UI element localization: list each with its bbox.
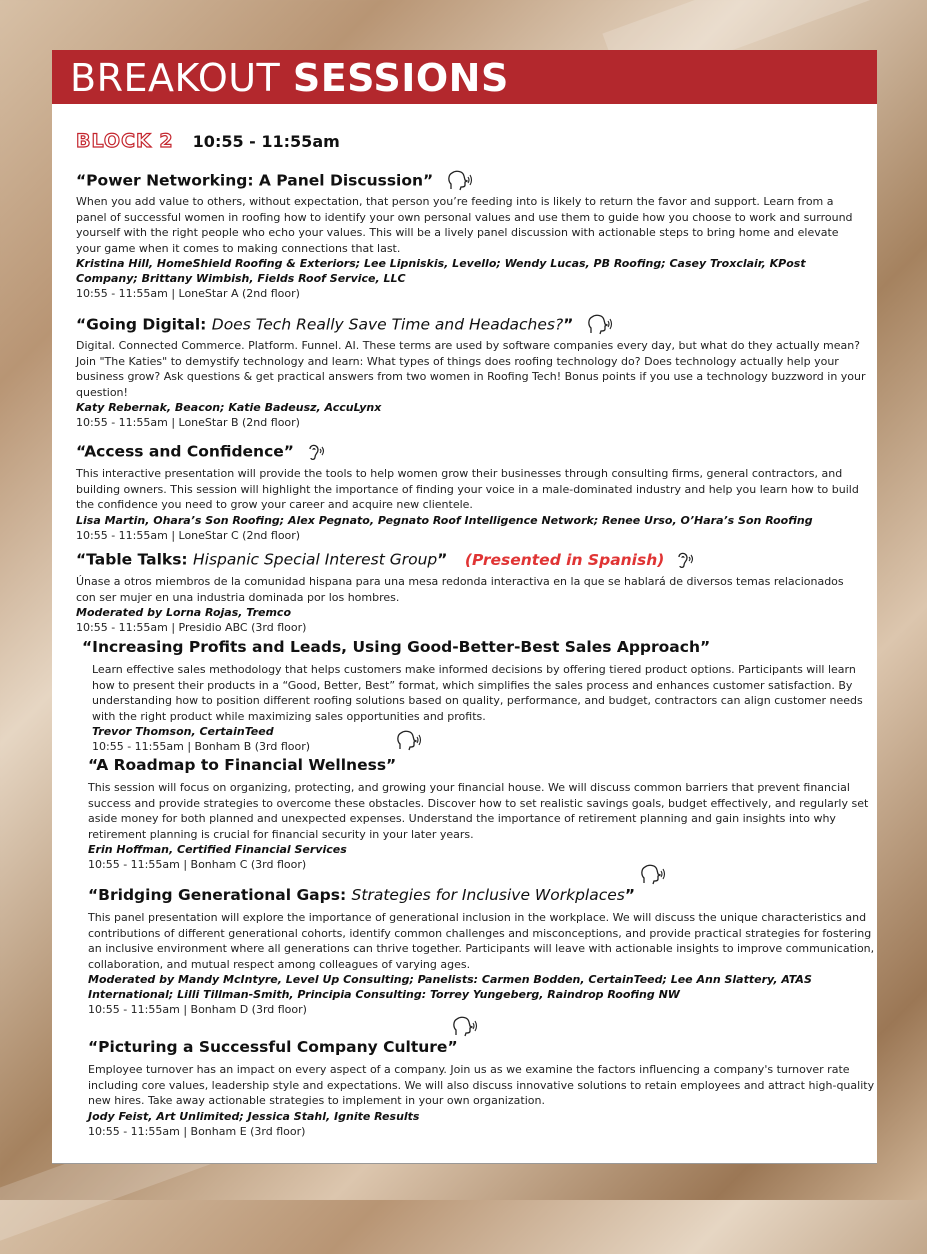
session-time-location: 10:55 - 11:55am | Bonham C (3rd floor) (88, 858, 307, 872)
block-heading (76, 130, 340, 152)
session-generational-gaps (88, 886, 878, 1017)
session-going-digital (76, 314, 866, 430)
session-presenters: Moderated by Lorna Rojas, Tremco (76, 606, 292, 620)
speaking-head-icon (587, 314, 613, 336)
session-presenters: Katy Rebernak, Beacon; Katie Badeusz, AccuLynx (76, 401, 382, 415)
session-time-location: 10:55 - 11:55am | LoneStar B (2nd floor) (76, 416, 300, 430)
session-presenters: Trevor Thomson, CertainTeed (92, 725, 274, 739)
session-time-location: 10:55 - 11:55am | LoneStar C (2nd floor) (76, 528, 301, 542)
session-access-confidence (76, 442, 866, 543)
session-title: “Going Digital: Does Tech Really Save Time and Headaches?” (76, 314, 866, 336)
speaking-head-icon (447, 170, 473, 192)
spanish-note: (Presented in Spanish) (464, 550, 665, 569)
session-title: “Access and Confidence” (76, 442, 866, 464)
session-title: “Increasing Profits and Leads, Using Good-Better-Best Sales Approach” (82, 638, 711, 656)
speaking-head-icon (640, 864, 666, 886)
session-title: “A Roadmap to Financial Wellness” (88, 756, 878, 778)
session-description: This panel presentation will explore the importance of generational inclusion in the workplace. We will discuss the unique characteristics and contributions of different generational cohorts, identify common challenges and misconceptions, and provide practical strategies for fostering an inclusive environment where all generations can thrive together. Participants will leave with actionable insights to improve communication, collaboration, and mutual respect among colleagues of varying ages. (88, 911, 875, 971)
page-title: BREAKOUT SESSIONS (70, 56, 509, 100)
session-presenters: Kristina Hill, HomeShield Roofing & Exteriors; Lee Lipniskis, Levello; Wendy Lucas, PB Roofing; Casey Troxclair, KPost Company; Brittany Wimbish, Fields Roof Service, LLC (76, 257, 806, 286)
footer-divider (52, 1163, 877, 1164)
session-time-location: 10:55 - 11:55am | LoneStar A (2nd floor) (76, 287, 300, 301)
session-increasing-profits (82, 638, 872, 754)
session-time-location: 10:55 - 11:55am | Bonham D (3rd floor) (88, 1003, 307, 1017)
session-presenters: Erin Hoffman, Certified Financial Services (88, 843, 347, 857)
session-description: Únase a otros miembros de la comunidad hispana para una mesa redonda interactiva en la que se hablará de diversos temas relacionados con ser mujer en una industria dominada por los hombres. (76, 575, 844, 604)
session-description: This interactive presentation will provide the tools to help women grow their businesses through consulting firms, general contractors, and building owners. This session will highlight the importance of finding your voice in a male-dominated industry and help you learn how to build the confidence you need to grow your career and acquire new clientele. (76, 467, 859, 512)
session-title: “Bridging Generational Gaps: Strategies for Inclusive Workplaces” (88, 886, 878, 908)
speaking-head-icon (452, 1016, 478, 1038)
session-description: This session will focus on organizing, protecting, and growing your financial house. We will discuss common barriers that prevent financial success and provide strategies to overcome these obstacles. Discover how to set realistic savings goals, budget effectively, and regularly set aside money for both planned and unexpected expenses. Understand the importance of retirement planning and gain insights into why retirement planning is crucial for financial security in your later years. (88, 781, 869, 841)
session-presenters: Jody Feist, Art Unlimited; Jessica Stahl, Ignite Results (88, 1109, 420, 1123)
block-label: BLOCK 2 (76, 130, 174, 152)
session-time-location: 10:55 - 11:55am | Bonham E (3rd floor) (88, 1124, 306, 1138)
session-presenters: Lisa Martin, Ohara’s Son Roofing; Alex Pegnato, Pegnato Roof Intelligence Network; Renee Urso, O’Hara’s Son Roofing (76, 513, 813, 527)
session-power-networking (76, 170, 866, 301)
session-title: “Power Networking: A Panel Discussion” (76, 170, 866, 192)
session-description: Digital. Connected Commerce. Platform. Funnel. AI. These terms are used by software companies every day, but what do they actually mean? Join "The Katies" to demystify technology and learn: What types of things does roofing technology do? Does technology actually help your business grow? Ask questions & get practical answers from two women in Roofing Tech! Bonus points if you use a technology buzzword in your question! (76, 339, 866, 399)
ear-icon (305, 442, 327, 462)
session-description: When you add value to others, without expectation, that person you’re feeding into is likely to return the favor and support. Learn from a panel of successful women in roofing how to identify your own personal values and use them to guide how you choose to work and surround yourself with the right people who echo your values. This will be a lively panel discussion with actionable steps to bring home and elevate your game when it comes to making connections that last. (76, 195, 853, 255)
session-time-location: 10:55 - 11:55am | Presidio ABC (3rd floor) (76, 621, 307, 635)
ear-icon (674, 550, 696, 570)
session-title: “Picturing a Successful Company Culture” (88, 1038, 878, 1060)
speaking-head-icon (396, 730, 422, 752)
session-title: “Table Talks: Hispanic Special Interest Group” (Presented in Spanish) (76, 550, 866, 572)
block-time: 10:55 - 11:55am (192, 132, 340, 151)
session-time-location: 10:55 - 11:55am | Bonham B (3rd floor) (92, 740, 311, 754)
session-table-talks (76, 550, 866, 635)
session-company-culture (88, 1038, 878, 1139)
sessions-panel (52, 104, 877, 1164)
session-description: Learn effective sales methodology that helps customers make informed decisions by offering tiered product options. Participants will learn how to present their products in a “Good, Better, Best” format, which simplifies the sales process and enhances customer satisfaction. By understanding how to position different roofing solutions based on quality, performance, and budget, contractors can align customer needs with the right product while maximizing sales opportunities and profits. (92, 663, 863, 723)
session-presenters: Moderated by Mandy McIntyre, Level Up Consulting; Panelists: Carmen Bodden, CertainTeed; Lee Ann Slattery, ATAS International; Lilli Tillman-Smith, Principia Consulting: Torrey Yungeberg, Raindrop Roofing NW (88, 973, 812, 1002)
session-financial-wellness (88, 756, 878, 872)
session-description: Employee turnover has an impact on every aspect of a company. Join us as we examine the factors influencing a company's turnover rate including core values, leadership style and expectations. We will also discuss innovative solutions to retain employees and attract high-quality new hires. Take away actionable strategies to implement in your own organization. (88, 1063, 875, 1108)
page-header (52, 50, 877, 104)
